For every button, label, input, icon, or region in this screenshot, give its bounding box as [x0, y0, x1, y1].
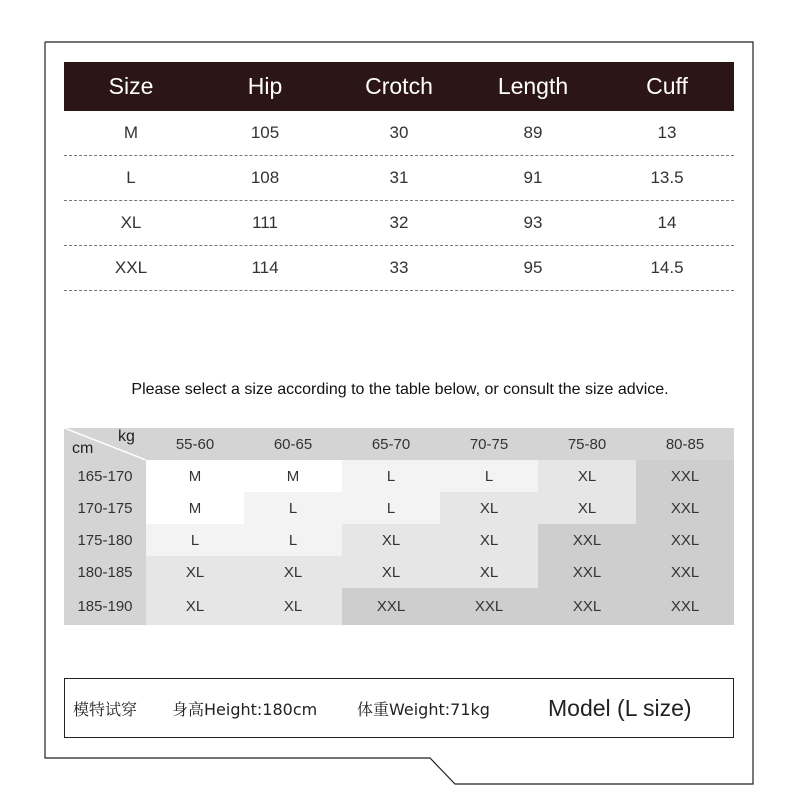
- size-cell: XL: [244, 588, 342, 625]
- size-cell: XXL: [636, 524, 734, 556]
- size-cell: XL: [342, 524, 440, 556]
- model-label: 模特试穿: [73, 699, 138, 719]
- cell: 95: [523, 258, 543, 277]
- grid-row: [64, 524, 734, 556]
- cell: 30: [389, 123, 409, 142]
- header-cuff: Cuff: [646, 73, 688, 99]
- cell: 108: [250, 168, 280, 187]
- size-chart-header: [64, 62, 734, 111]
- cell: XL: [120, 213, 142, 232]
- size-cell: XL: [440, 556, 538, 588]
- height-header: 180-185: [64, 556, 146, 588]
- cell: M: [123, 123, 139, 142]
- header-size: Size: [108, 73, 154, 99]
- size-chart-table: [64, 62, 734, 291]
- size-cell: L: [244, 492, 342, 524]
- cell: 91: [523, 168, 543, 187]
- size-cell: XL: [538, 492, 636, 524]
- grid-row: [64, 556, 734, 588]
- table-row: [64, 156, 734, 201]
- size-cell: XXL: [538, 588, 636, 625]
- header-length: Length: [497, 73, 569, 99]
- size-cell: L: [342, 460, 440, 492]
- cell: 13: [657, 123, 677, 142]
- cell: 14.5: [650, 258, 684, 277]
- weight-header: 75-80: [567, 435, 607, 453]
- weight-header: 80-85: [665, 435, 705, 453]
- size-cell: XL: [146, 588, 244, 625]
- size-advice-text: Please select a size according to the table below, or consult the size advice.: [131, 381, 669, 398]
- size-cell: L: [342, 492, 440, 524]
- grid-row: [64, 588, 734, 625]
- cell: 114: [251, 258, 279, 277]
- size-cell: XL: [342, 556, 440, 588]
- size-cell: L: [244, 524, 342, 556]
- grid-corner: [64, 428, 146, 460]
- size-cell: XL: [244, 556, 342, 588]
- size-cell: XXL: [538, 524, 636, 556]
- height-header: 185-190: [64, 588, 146, 625]
- size-cell: XL: [146, 556, 244, 588]
- header-crotch: Crotch: [365, 73, 433, 99]
- cell: 105: [250, 123, 280, 142]
- cell: 14: [657, 213, 677, 232]
- cell: 32: [389, 213, 409, 232]
- size-cell: XXL: [342, 588, 440, 625]
- size-cell: M: [146, 492, 244, 524]
- weight-header: 60-65: [273, 435, 313, 453]
- size-cell: M: [244, 460, 342, 492]
- height-weight-size-grid: [64, 428, 734, 625]
- size-cell: M: [146, 460, 244, 492]
- height-header: 165-170: [64, 460, 146, 492]
- table-row: [64, 246, 734, 291]
- model-height: 身高Height:180cm: [172, 699, 318, 719]
- cell: 13.5: [650, 168, 684, 187]
- model-size: Model (L size): [548, 694, 692, 721]
- height-header: 175-180: [64, 524, 146, 556]
- header-hip: Hip: [247, 73, 283, 99]
- cell: 89: [523, 123, 543, 142]
- weight-header: 55-60: [175, 435, 215, 453]
- cell: 93: [523, 213, 543, 232]
- size-cell: XL: [538, 460, 636, 492]
- table-row: [64, 111, 734, 156]
- model-weight: 体重Weight:71kg: [357, 699, 490, 719]
- weight-header: 65-70: [371, 435, 411, 453]
- height-unit-label: cm: [72, 440, 94, 457]
- table-row: [64, 201, 734, 246]
- cell: 31: [389, 168, 409, 187]
- height-header: 170-175: [64, 492, 146, 524]
- grid-row: [64, 460, 734, 492]
- size-cell: XXL: [538, 556, 636, 588]
- grid-row: [64, 492, 734, 524]
- cell: 111: [252, 213, 278, 232]
- size-cell: XXL: [636, 588, 734, 625]
- cell: 33: [389, 258, 409, 277]
- size-cell: L: [146, 524, 244, 556]
- size-cell: XXL: [440, 588, 538, 625]
- size-cell: XL: [440, 524, 538, 556]
- size-cell: L: [440, 460, 538, 492]
- cell: XXL: [114, 258, 148, 277]
- size-cell: XXL: [636, 460, 734, 492]
- grid-header-row: [64, 428, 734, 460]
- weight-header: 70-75: [469, 435, 509, 453]
- weight-unit-label: kg: [118, 428, 135, 445]
- size-cell: XXL: [636, 492, 734, 524]
- size-cell: XL: [440, 492, 538, 524]
- size-cell: XXL: [636, 556, 734, 588]
- cell: L: [126, 168, 136, 187]
- model-info-box: [64, 678, 734, 738]
